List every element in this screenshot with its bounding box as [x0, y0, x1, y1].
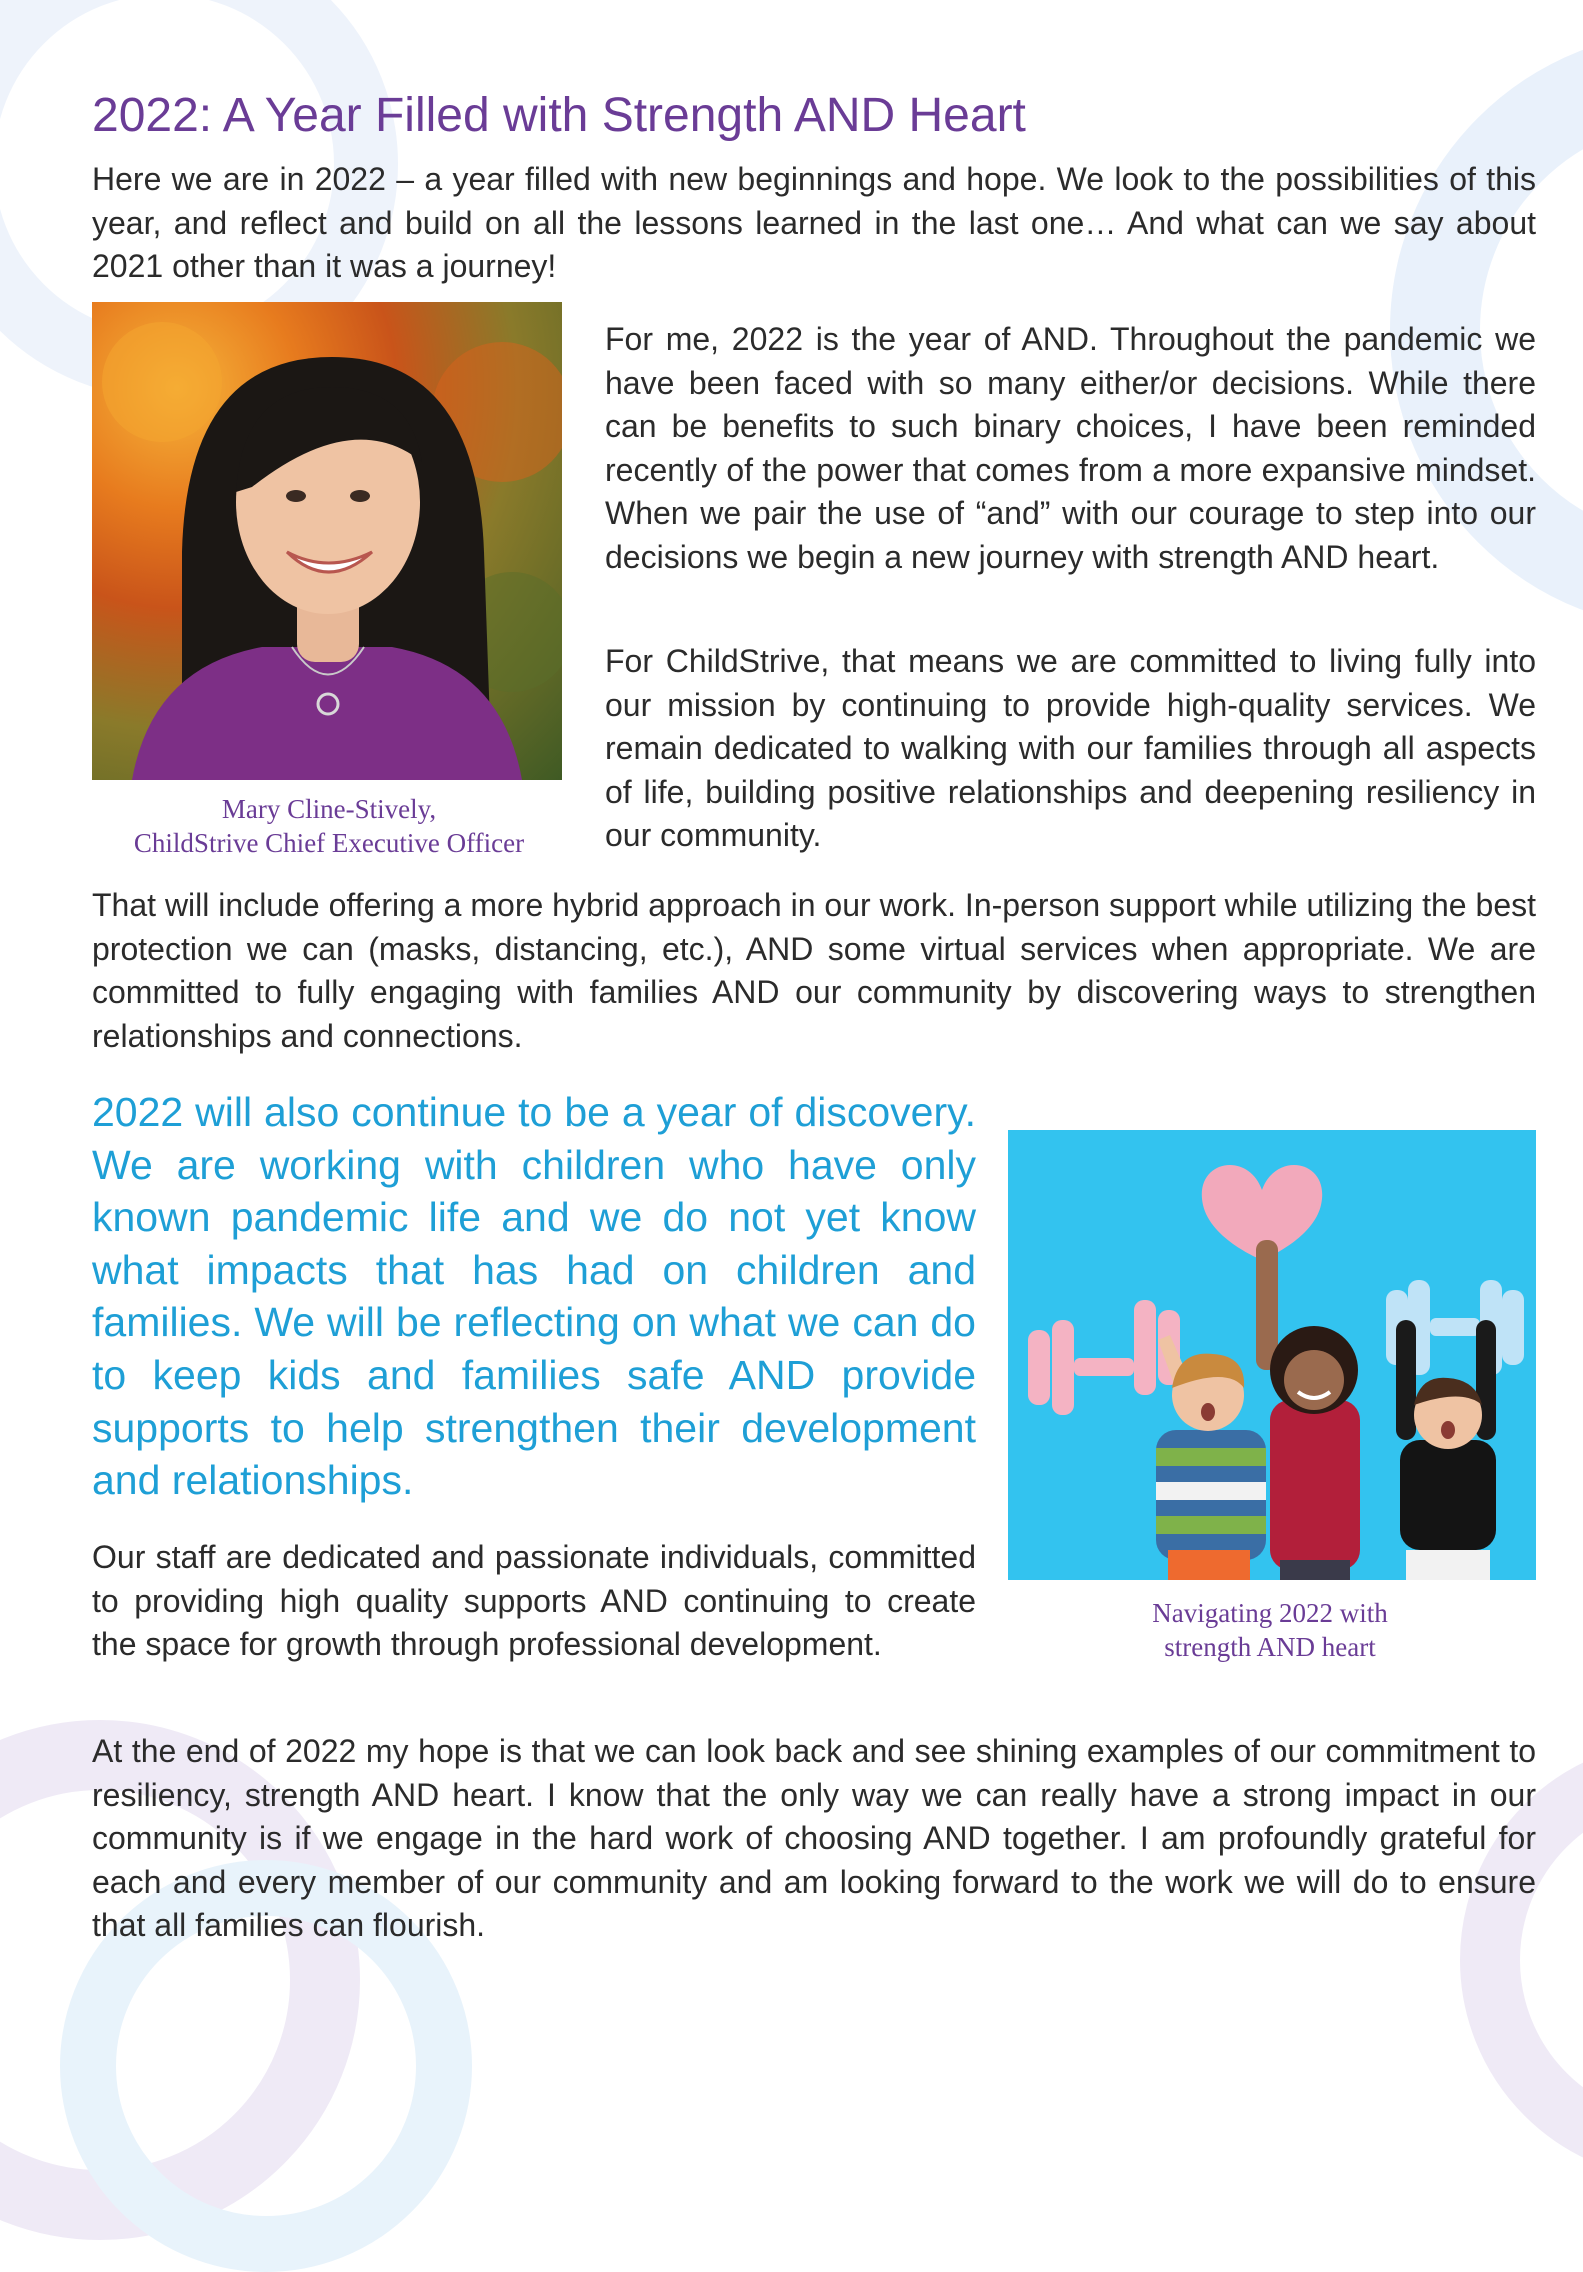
pull-quote: 2022 will also continue to be a year of discovery. We are working with children who have only known pandemic life and we do not yet know what impacts that has had on children and families. We will be reflecting on what we can do to keep kids and families safe AND provide supports to help strengthen their development and relationships. — [92, 1089, 976, 1504]
kids-caption-line2: strength AND heart — [1164, 1632, 1376, 1662]
pink-dumbbell-icon — [1028, 1300, 1180, 1415]
portrait-photo — [92, 302, 562, 780]
page-title: 2022: A Year Filled with Strength AND Heart — [92, 89, 1026, 142]
paragraph-year-of-and: For me, 2022 is the year of AND. Throughout the pandemic we have been faced with so many either/or decisions. While there can be benefits to such binary choices, I have been reminded recently of the power that comes from a more expansive mindset. When we pair the use of “and” with our courage to step into our decisions we begin a new journey with strength AND heart. — [605, 321, 1536, 575]
portrait-caption-name: Mary Cline-Stively, — [221, 794, 437, 824]
kids-photo-caption — [1010, 1596, 1530, 1664]
intro-paragraph: Here we are in 2022 – a year filled with new beginnings and hope. We look to the possibilities of this year, and reflect and build on all the lessons learned in the last one… And what can we say about 2021 other than it was a journey! — [92, 161, 1536, 284]
portrait-caption — [86, 792, 572, 860]
paragraph-hybrid: That will include offering a more hybrid approach in our work. In-person support while utilizing the best protection we can (masks, distancing, etc.), AND some virtual services when appropriate. We are committed to fully engaging with families AND our community by discovering ways to strengthen relationships and connections. — [92, 887, 1536, 1054]
kids-photo — [1008, 1130, 1536, 1580]
paragraph-closing: At the end of 2022 my hope is that we can look back and see shining examples of our commitment to resiliency, strength AND heart. I know that the only way we can really have a strong impact in our community is if we engage in the hard work of choosing AND together. I am profoundly grateful for each and every member of our community and am looking forward to the work we will do to ensure that all families can flourish. — [92, 1733, 1536, 1943]
portrait-illustration — [92, 302, 562, 780]
portrait-caption-role: ChildStrive Chief Executive Officer — [133, 828, 525, 858]
kids-caption-line1: Navigating 2022 with — [1152, 1598, 1388, 1628]
paragraph-mission: For ChildStrive, that means we are committed to living fully into our mission by continuing to provide high-quality services. We remain dedicated to walking with our families through all aspects of life, building positive relationships and deepening resiliency in our community. — [605, 643, 1536, 853]
kids-illustration — [1008, 1130, 1536, 1580]
paragraph-staff: Our staff are dedicated and passionate individuals, committed to providing high quality supports AND continuing to create the space for growth through professional development. — [92, 1539, 976, 1662]
